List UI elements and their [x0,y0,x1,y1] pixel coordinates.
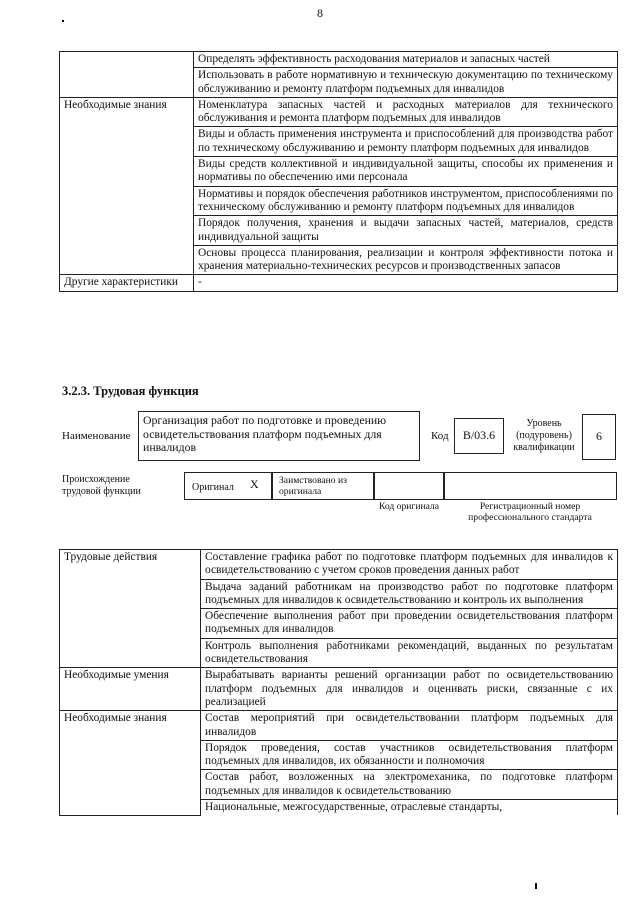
original-box [184,472,272,500]
row-label: Необходимые умения [60,668,201,711]
table-cell: Контроль выполнения работниками рекомендаций, выданных по результатам освидетельствования [201,638,618,668]
row-label: Трудовые действия [60,550,201,668]
skills-knowledge-table [59,51,618,292]
table-row [60,97,618,127]
level-label: Уровень (подуровень) квалификации [513,418,575,453]
original-label: Оригинал [192,482,234,493]
reg-number-box [444,472,617,500]
table-cell: Вырабатывать варианты решений организации работ по освидетельствованию платформ подъемных для инвалидов и оценивать риски, связанные с их реализацией [201,668,618,711]
table-cell: Состав мероприятий при освидетельствовании платформ подъемных для инвалидов [201,711,618,741]
table-row [60,275,618,291]
table-cell: Национальные, межгосударственные, отраслевые стандарты, [201,800,618,816]
table-cell: Выдача заданий работникам на производство работ по подготовке платформ подъемных для инвалидов к освидетельствованию и контроль их выполнения [201,579,618,609]
table-row [60,668,618,711]
table-cell: Виды и область применения инструмента и приспособлений для производства работ по техническому обслуживанию и ремонту платформ подъемных для инвалидов [194,127,618,157]
table-cell: Порядок проведения, состав участников освидетельствования платформ подъемных для инвалидов, их обязанности и полномочия [201,740,618,770]
code-caption: Код оригинала [378,501,440,512]
table-cell: Определять эффективность расходования материалов и запасных частей [194,52,618,68]
reg-caption: Регистрационный номер профессионального стандарта [468,501,592,523]
table-row [60,52,618,68]
table-cell: Обеспечение выполнения работ при проведении освидетельствования платформ подъемных для инвалидов [201,609,618,639]
original-mark: X [250,477,259,491]
table-cell: Состав работ, возложенных на электромеханика, по подготовке платформ подъемных для инвалидов к освидетельствованию [201,770,618,800]
page-number: 8 [317,6,323,20]
origin-label: Происхождение трудовой функции [62,474,141,497]
row-label: Необходимые знания [60,97,194,275]
table-cell: - [194,275,618,291]
labor-function-table [59,549,618,816]
table-row [60,711,618,741]
scan-speck [535,883,537,889]
table-cell: Использовать в работе нормативную и техническую документацию по техническому обслуживанию и ремонту платформ подъемных для инвалидов [194,68,618,98]
row-label: Необходимые знания [60,711,201,816]
borrowed-box [272,472,374,500]
code-label: Код [431,430,449,442]
borrowed-label: Заимствовано из оригинала [279,475,347,497]
table-cell: Составление графика работ по подготовке платформ подъемных для инвалидов к освидетельствованию с учетом сроков проведения данных работ [201,550,618,580]
table-row [60,550,618,580]
qualification-level: 6 [582,414,616,460]
origin-code-box [374,472,444,500]
table-cell: Основы процесса планирования, реализации и контроля эффективности потока и хранения материально-технических ресурсов и производственных запасов [194,245,618,275]
section-title: 3.2.3. Трудовая функция [62,384,199,398]
scan-speck [62,20,64,22]
table-cell: Номенклатура запасных частей и расходных материалов для технического обслуживания и ремонта платформ подъемных для инвалидов [194,97,618,127]
function-name: Организация работ по подготовке и проведению освидетельствования платформ подъемных для инвалидов [138,411,420,461]
row-label: Другие характеристики [60,275,194,291]
table-cell: Виды средств коллективной и индивидуальной защиты, способы их применения и нормативы по обеспечению ими персонала [194,157,618,187]
name-label: Наименование [62,430,131,442]
table-cell: Порядок получения, хранения и выдачи запасных частей, материалов, средств индивидуальной защиты [194,216,618,246]
table-cell: Нормативы и порядок обеспечения работников инструментом, приспособлениями по техническому обслуживанию и ремонту платформ подъемных для инвалидов [194,186,618,216]
row-label [60,52,194,98]
function-code: B/03.6 [454,418,504,454]
